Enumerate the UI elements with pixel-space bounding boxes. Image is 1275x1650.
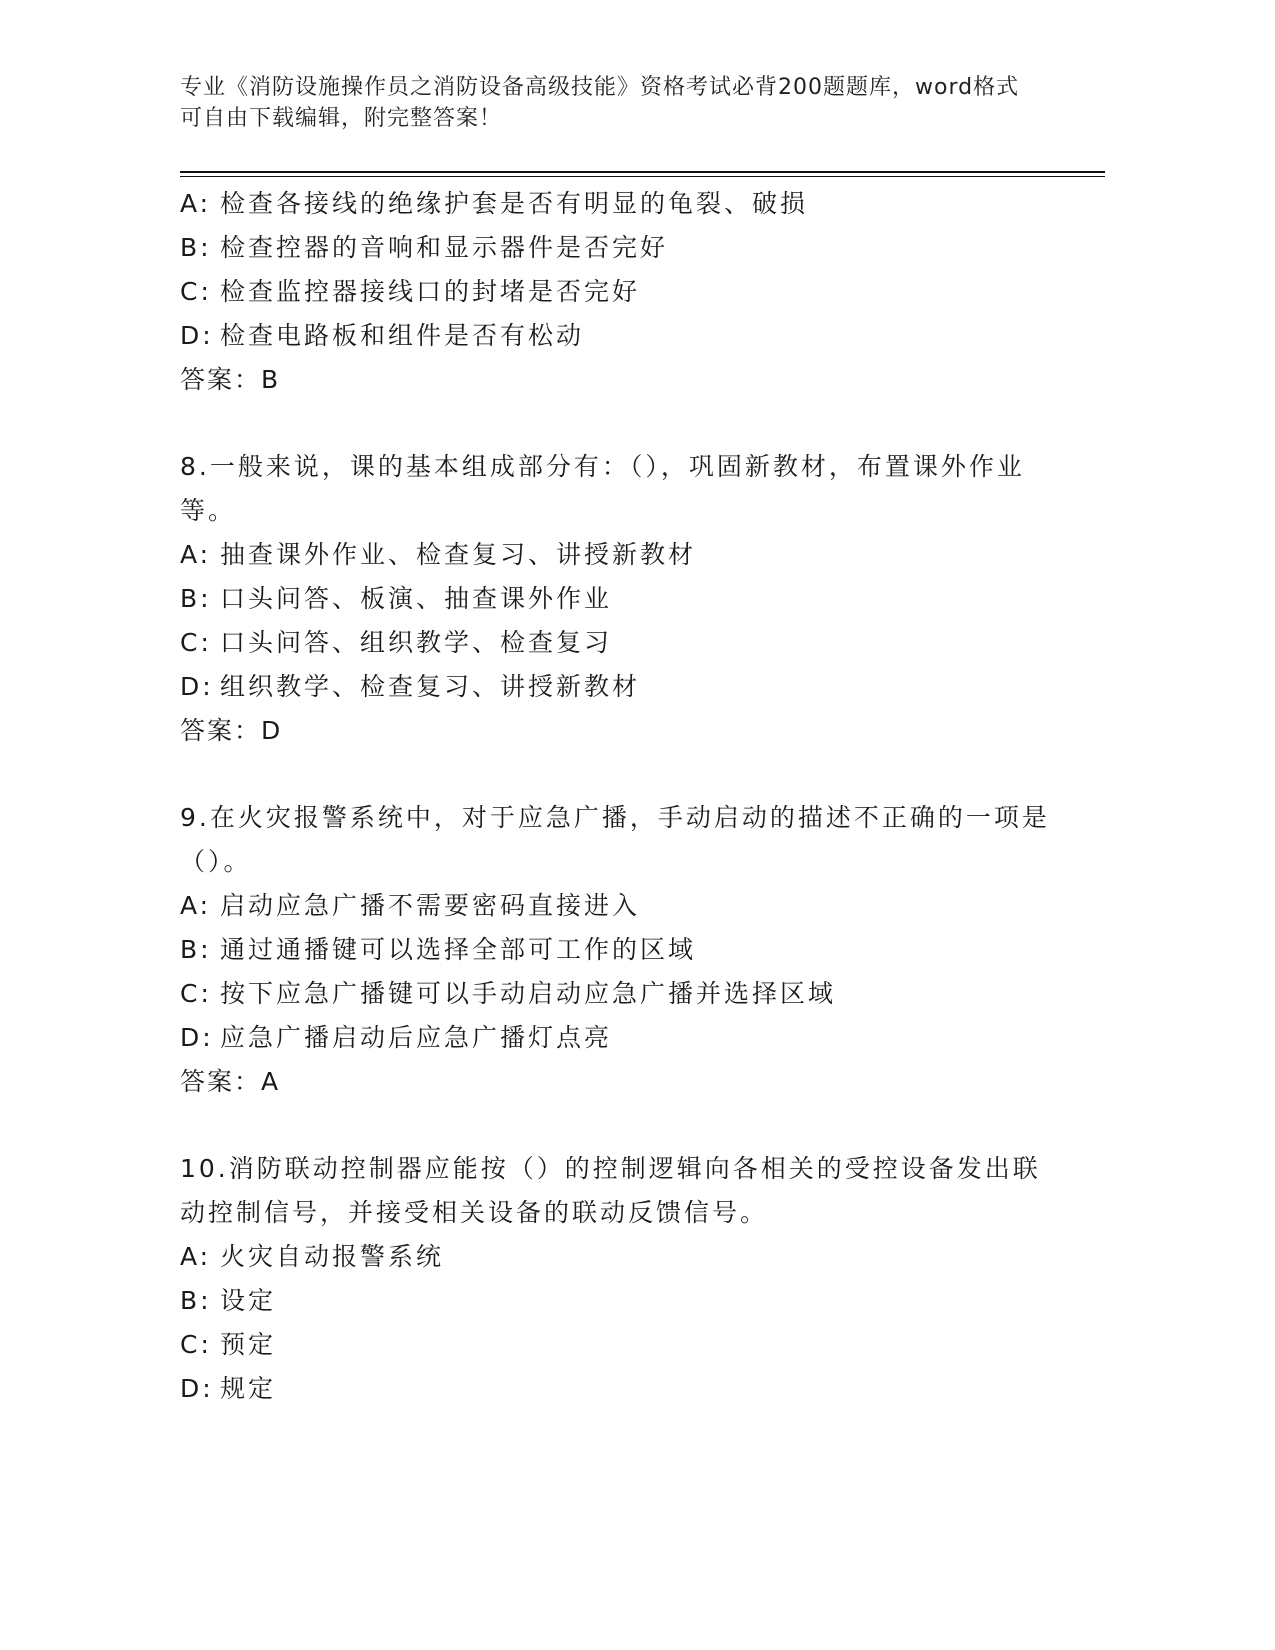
option-letter: C:	[180, 628, 212, 657]
option-text: 检查电路板和组件是否有松动	[220, 321, 585, 350]
spacer	[180, 753, 1060, 796]
answer-line: 答案：B	[180, 365, 281, 394]
header-rule-thin	[180, 176, 1105, 177]
option-letter: D:	[180, 672, 214, 701]
option-b	[180, 577, 1060, 621]
option-d	[180, 1367, 1060, 1411]
question-stem: 8.一般来说，课的基本组成部分有：（），巩固新教材，布置课外作业等。	[180, 452, 1025, 525]
option-letter: B:	[180, 935, 212, 964]
question-10-block	[180, 1147, 1060, 1411]
option-letter: B:	[180, 233, 212, 262]
option-letter: B:	[180, 584, 212, 613]
question-8-block	[180, 445, 1060, 753]
option-letter: A:	[180, 540, 212, 569]
option-text: 预定	[220, 1330, 277, 1359]
option-letter: C:	[180, 1330, 212, 1359]
option-text: 设定	[220, 1286, 277, 1315]
option-d	[180, 1016, 1060, 1060]
option-text: 组织教学、检查复习、讲授新教材	[220, 672, 641, 701]
question-stem: 9.在火灾报警系统中，对于应急广播，手动启动的描述不正确的一项是（）。	[180, 803, 1050, 876]
option-text: 按下应急广播键可以手动启动应急广播并选择区域	[220, 979, 837, 1008]
option-text: 规定	[220, 1374, 277, 1403]
option-letter: D:	[180, 1023, 214, 1052]
option-b	[180, 226, 1060, 270]
question-7-block	[180, 182, 1060, 402]
option-letter: A:	[180, 1242, 212, 1271]
option-text: 口头问答、板演、抽查课外作业	[220, 584, 613, 613]
question-stem: 10.消防联动控制器应能按（）的控制逻辑向各相关的受控设备发出联动控制信号，并接受相关设备的联动反馈信号。	[180, 1154, 1041, 1227]
option-letter: D:	[180, 1374, 214, 1403]
option-text: 火灾自动报警系统	[220, 1242, 445, 1271]
option-text: 应急广播启动后应急广播灯点亮	[220, 1023, 613, 1052]
option-text: 口头问答、组织教学、检查复习	[220, 628, 613, 657]
option-d	[180, 665, 1060, 709]
option-c	[180, 1323, 1060, 1367]
answer-line: 答案：D	[180, 716, 283, 745]
option-letter: C:	[180, 277, 212, 306]
question-9-block	[180, 796, 1060, 1104]
option-text: 检查控器的音响和显示器件是否完好	[220, 233, 669, 262]
question-content	[180, 182, 1060, 1411]
option-b	[180, 928, 1060, 972]
header-rule-thick	[180, 171, 1105, 173]
option-letter: B:	[180, 1286, 212, 1315]
option-text: 通过通播键可以选择全部可工作的区域	[220, 935, 697, 964]
spacer	[180, 1104, 1060, 1147]
option-letter: D:	[180, 321, 214, 350]
answer-line: 答案：A	[180, 1067, 281, 1096]
option-b	[180, 1279, 1060, 1323]
option-d	[180, 314, 1060, 358]
option-a	[180, 182, 1060, 226]
document-header: 专业《消防设施操作员之消防设备高级技能》资格考试必背200题题库，word格式可自由下载编辑，附完整答案！	[180, 75, 1020, 131]
option-a	[180, 533, 1060, 577]
option-c	[180, 972, 1060, 1016]
option-a	[180, 1235, 1060, 1279]
option-c	[180, 621, 1060, 665]
option-c	[180, 270, 1060, 314]
option-text: 检查各接线的绝缘护套是否有明显的龟裂、破损	[220, 189, 809, 218]
option-text: 检查监控器接线口的封堵是否完好	[220, 277, 641, 306]
option-letter: A:	[180, 891, 212, 920]
option-text: 抽查课外作业、检查复习、讲授新教材	[220, 540, 697, 569]
option-a	[180, 884, 1060, 928]
option-letter: A:	[180, 189, 212, 218]
option-letter: C:	[180, 979, 212, 1008]
spacer	[180, 402, 1060, 445]
option-text: 启动应急广播不需要密码直接进入	[220, 891, 641, 920]
